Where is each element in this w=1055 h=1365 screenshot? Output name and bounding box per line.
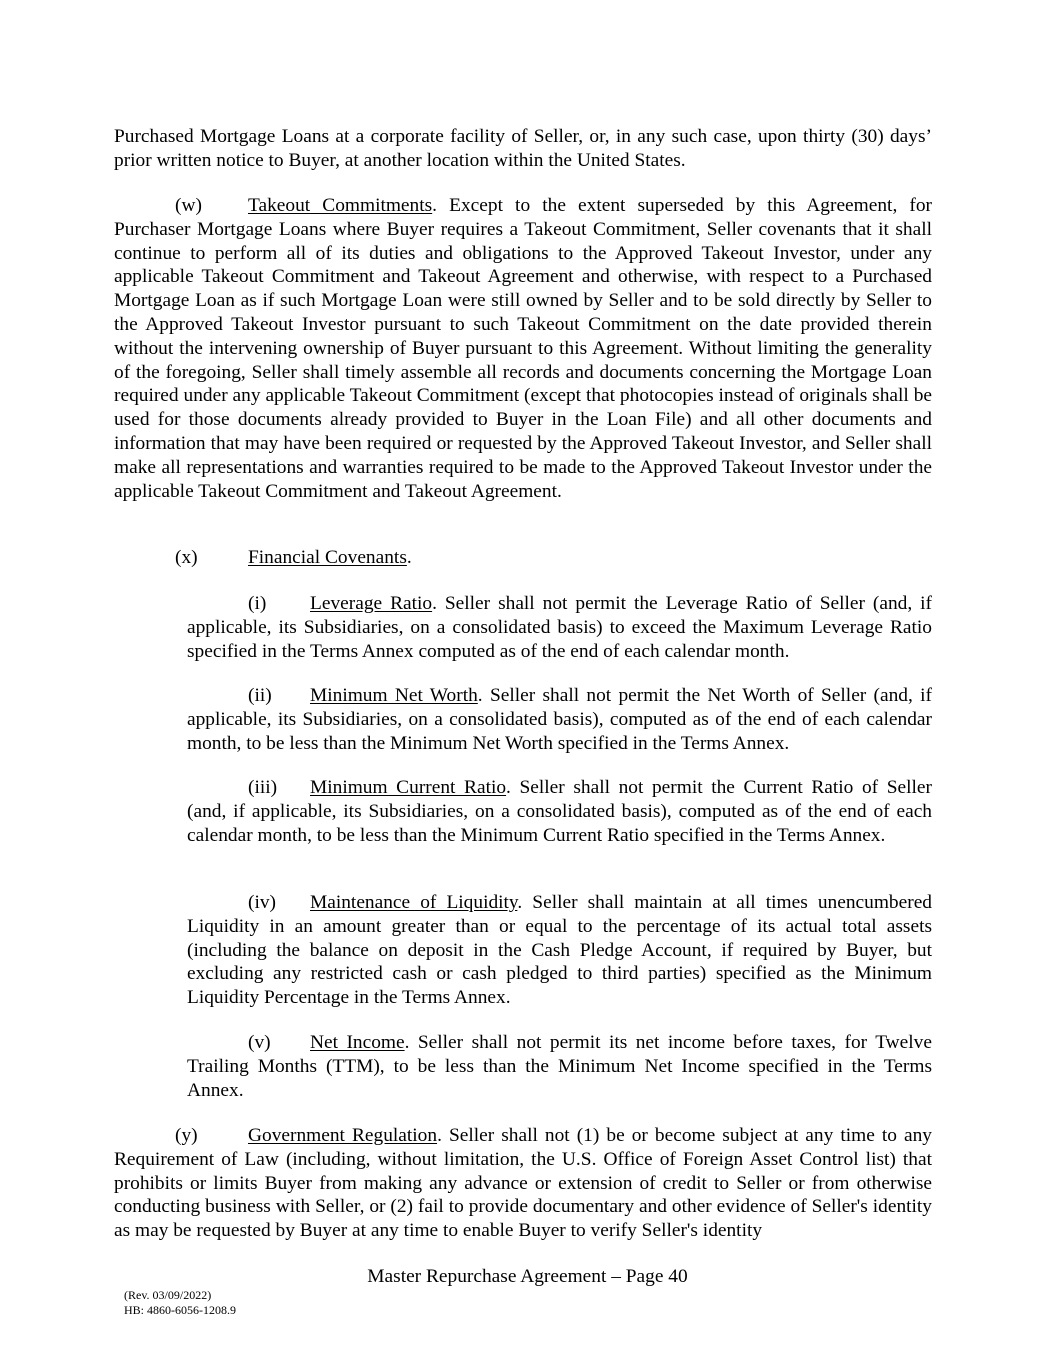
section-body: . Except to the extent superseded by this Agreement, for Purchaser Mortgage Loans where Buyer requires a Takeout Commitment, Seller covenants that it shall continue to perform all of its duties and obligations to the Approved Takeout Investor, under any applicable Takeout Commitment and Takeout Agreement and otherwise, with respect to a Purchased Mortgage Loan as if such Mortgage Loan were still owned by Seller and to be sold directly by Seller to the Approved Takeout Investor pursuant to such Takeout Commitment on the date provided therein without the intervening ownership of Buyer pursuant to this Agreement. Without limiting the generality of the foregoing, Seller shall timely assemble all records and documents concerning the Mortgage Loan required under any applicable Takeout Commitment (except that photocopies instead of originals shall be used for those documents already provided to Buyer in the Loan File) and all other documents and information that may have been required or requested by the Approved Takeout Investor, and Seller shall make all representations and warranties required to be made to the Approved Takeout Investor under the applicable Takeout Commitment and Takeout Agreement. [114,195,932,502]
subsection-heading: Net Income [310,1032,405,1053]
subsection-body: . Seller shall not permit the Net Worth of Seller (and, if applicable, its Subsidiaries, on a consolidated basis), computed as of the end of each calendar month, to be less than the Minimum Net Worth specified in the Terms Annex. [187,685,932,754]
subsection-minimum-current-ratio [187,776,932,847]
subsection-body: . Seller shall maintain at all times unencumbered Liquidity in an amount greater than or equal to the percentage of its actual total assets (including the balance on deposit in the Cash Pledge Account, if required by Buyer, but excluding any restricted cash or cash pledged to third parties) specified as the Minimum Liquidity Percentage in the Terms Annex. [187,892,932,1009]
page-footer-title: Master Repurchase Agreement – Page 40 [367,1266,688,1287]
subsection-heading: Minimum Current Ratio [310,777,507,798]
subsection-label: (iv) [248,892,276,913]
section-label: (w) [175,195,202,216]
subsection-body: . Seller shall not permit the Leverage Ratio of Seller (and, if applicable, its Subsidiaries, on a consolidated basis) to exceed the Maximum Leverage Ratio specified in the Terms Annex computed as of the end of each calendar month. [187,593,933,662]
subsection-minimum-net-worth [187,684,932,755]
subsection-heading: Maintenance of Liquidity [310,892,518,913]
section-w-takeout-commitments [114,194,932,503]
section-heading: Government Regulation [248,1125,438,1146]
continuation-text: Purchased Mortgage Loans at a corporate facility of Seller, or, in any such case, upon thirty (30) days’ prior written notice to Buyer, at another location within the United States. [114,126,932,171]
subsection-maintenance-of-liquidity [187,891,932,1010]
section-y-government-regulation [114,1124,932,1243]
subsection-leverage-ratio [187,592,932,663]
subsection-label: (v) [248,1032,271,1053]
subsection-label: (iii) [248,777,278,798]
subsection-heading: Leverage Ratio [310,593,433,614]
page-footer-meta [124,1288,236,1318]
subsection-body: . Seller shall not permit its net income before taxes, for Twelve Trailing Months (TTM), to be less than the Minimum Net Income specified in the Terms Annex. [187,1032,932,1101]
section-body: . [406,547,412,568]
section-label: (x) [175,547,198,568]
continuation-paragraph [114,125,932,173]
section-heading: Takeout Commitments [248,195,433,216]
subsection-heading: Minimum Net Worth [310,685,478,706]
subsection-label: (ii) [248,685,272,706]
section-heading: Financial Covenants [248,547,407,568]
revision-date: (Rev. 03/09/2022) [124,1288,212,1302]
subsection-body: . Seller shall not permit the Current Ratio of Seller (and, if applicable, its Subsidiaries, on a consolidated basis), computed as of the end of each calendar month, to be less than the Minimum Current Ratio specified in the Terms Annex. [187,777,932,846]
section-x-financial-covenants [114,546,932,570]
section-label: (y) [175,1125,198,1146]
subsection-label: (i) [248,593,267,614]
document-id: HB: 4860-6056-1208.9 [124,1303,236,1317]
section-body: . Seller shall not (1) be or become subject at any time to any Requirement of Law (including, without limitation, the U.S. Office of Foreign Asset Control list) that prohibits or limits Buyer from making any advance or extension of credit to Seller or from otherwise conducting business with Seller, or (2) fail to provide documentary and other evidence of Seller's identity as may be requested by Buyer at any time to enable Buyer to verify Seller's identity [114,1125,932,1242]
subsection-net-income [187,1031,932,1102]
